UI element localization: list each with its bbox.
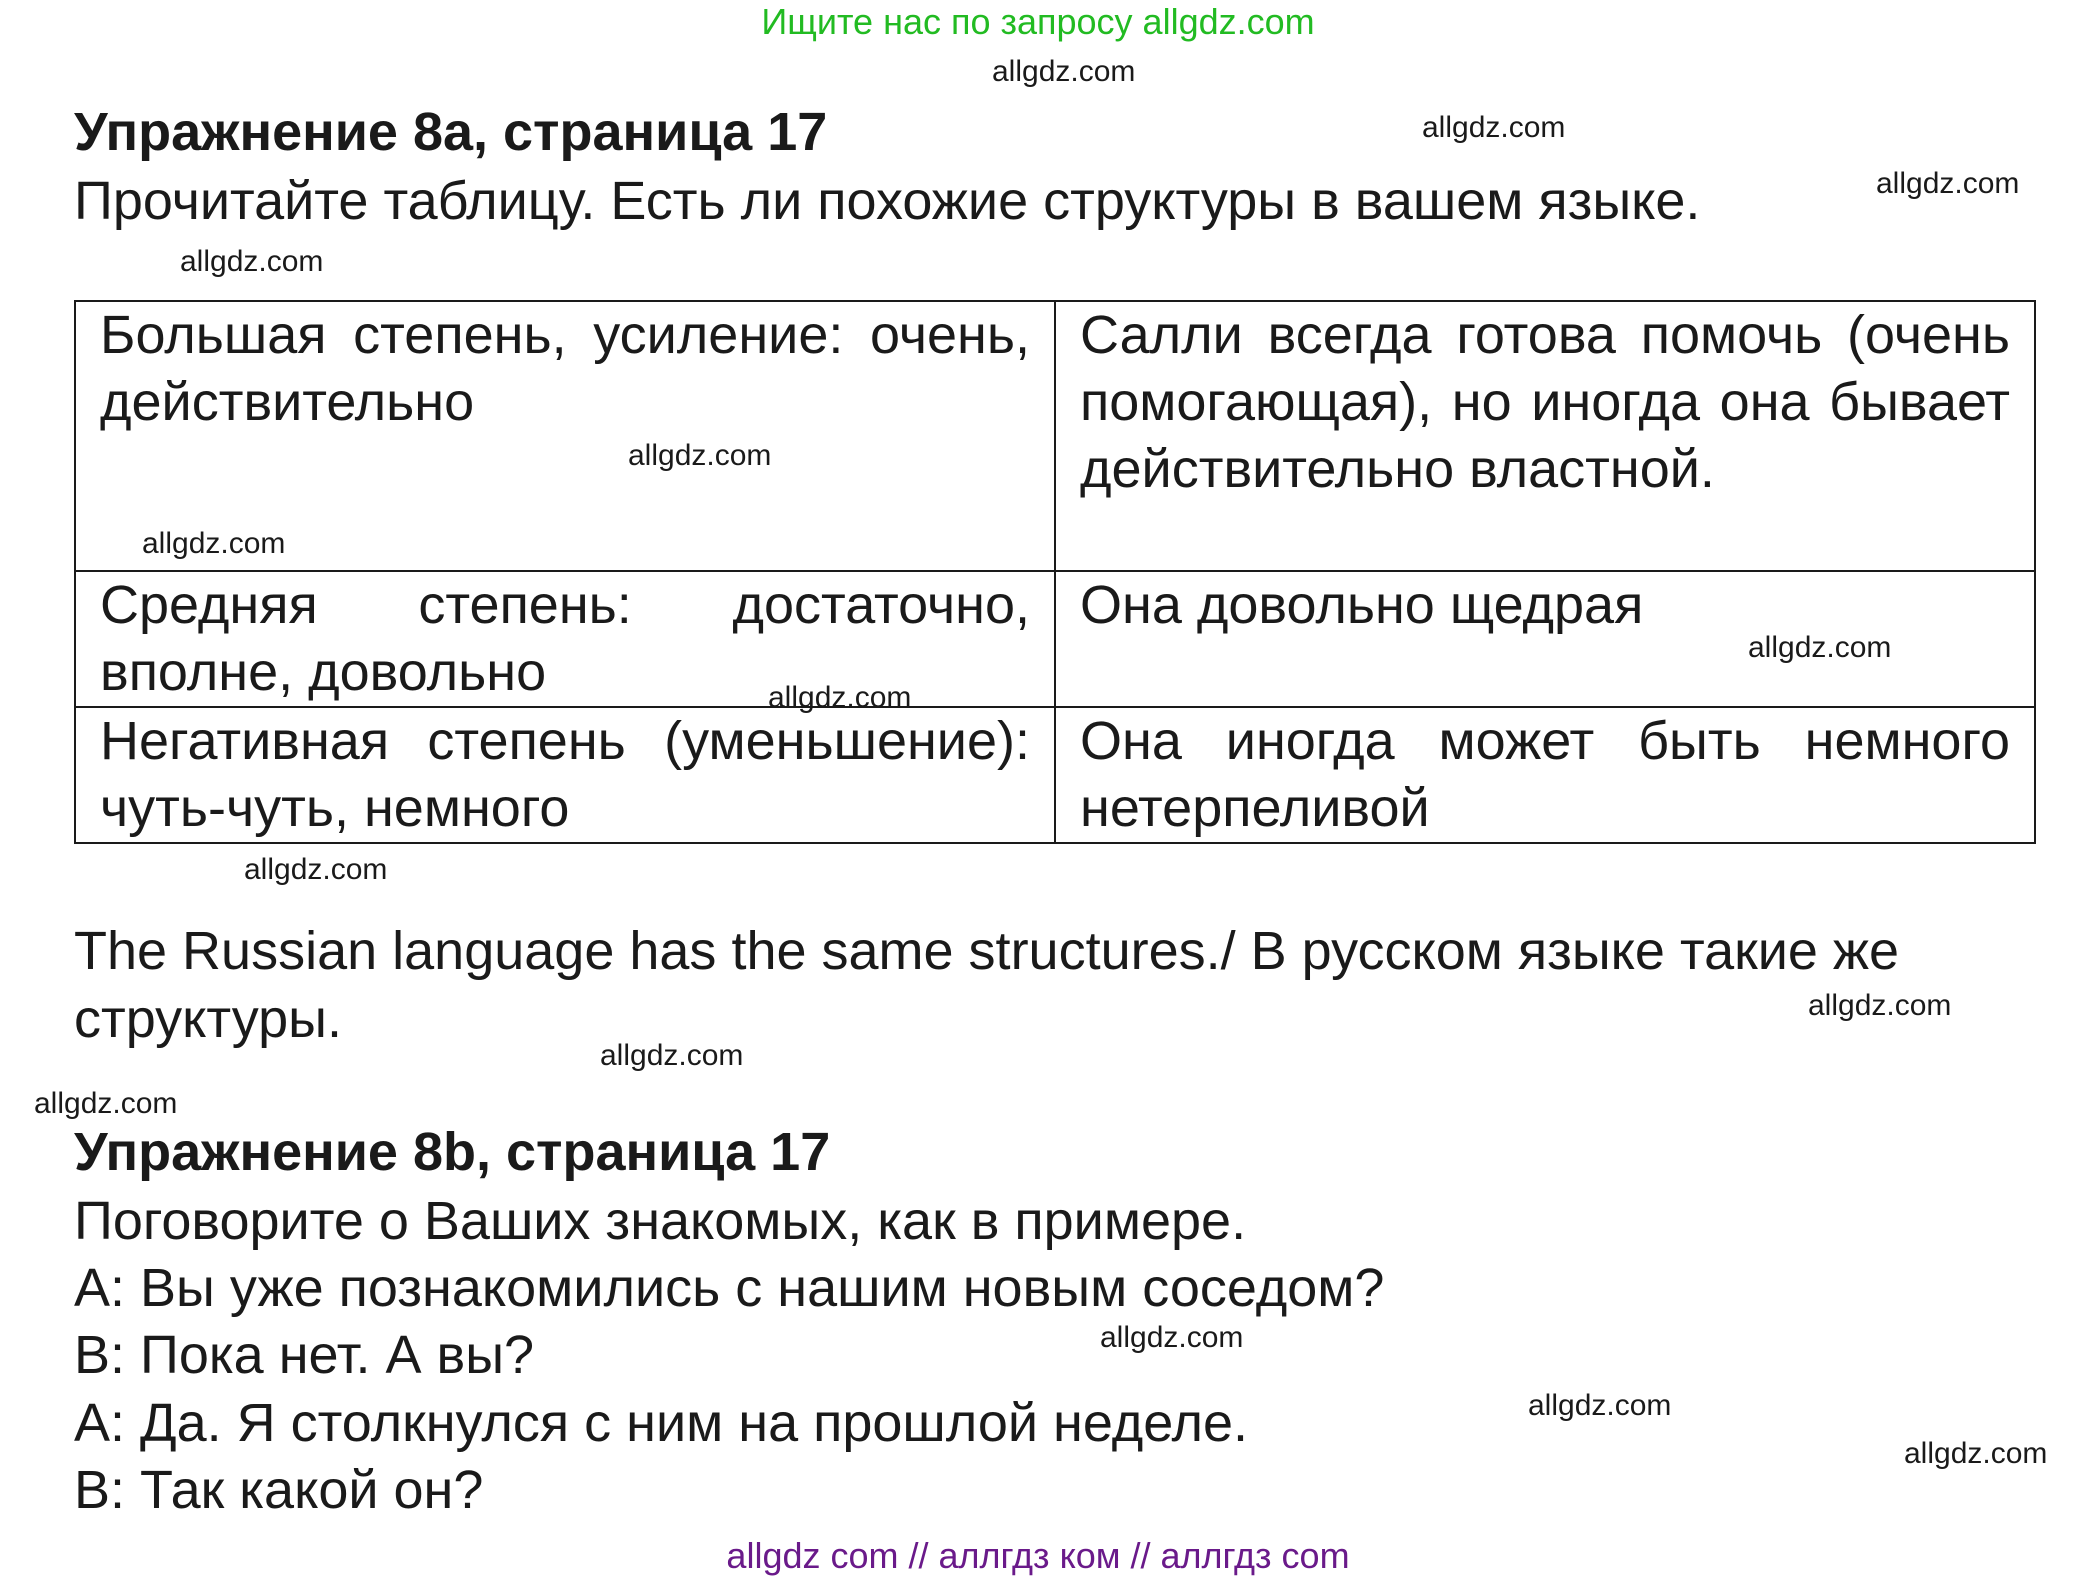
watermark: allgdz.com: [1100, 1321, 1244, 1354]
table-cell: Средняя степень: достаточно, вполне, довольно: [75, 571, 1055, 707]
watermark: allgdz.com: [180, 245, 324, 278]
top-banner: Ищите нас по запросу allgdz.com: [761, 1, 1315, 42]
dialog-line: B: Так какой он?: [74, 1460, 484, 1520]
watermark: allgdz.com: [34, 1087, 178, 1120]
watermark: allgdz.com: [600, 1039, 744, 1072]
footer-watermark: allgdz com // аллгдз ком // аллгдз com: [726, 1535, 1350, 1576]
table-cell: Она довольно щедрая: [1055, 571, 2035, 707]
dialog-line: B: Пока нет. А вы?: [74, 1325, 535, 1385]
watermark: allgdz.com: [1904, 1437, 2048, 1470]
structures-table: [74, 300, 2036, 844]
watermark: allgdz.com: [142, 527, 286, 560]
table-row: [75, 571, 2035, 707]
watermark: allgdz.com: [1528, 1389, 1672, 1422]
ex8a-answer-line: структуры.: [74, 989, 342, 1049]
table-row: [75, 301, 2035, 571]
watermark: allgdz.com: [1808, 989, 1952, 1022]
dialog-line: A: Вы уже познакомились с нашим новым соседом?: [74, 1258, 1385, 1318]
ex8a-answer-line: The Russian language has the same structures./ В русском языке такие же: [74, 921, 1900, 981]
watermark: allgdz.com: [244, 853, 388, 886]
ex8b-instruction: Поговорите о Ваших знакомых, как в примере.: [74, 1191, 1247, 1251]
table-cell: Большая степень, усиление: очень, действительно: [75, 301, 1055, 571]
table-cell: Негативная степень (уменьшение): чуть-чуть, немного: [75, 707, 1055, 843]
watermark: allgdz.com: [1748, 631, 1892, 664]
table-cell: Она иногда может быть немного нетерпеливой: [1055, 707, 2035, 843]
watermark: allgdz.com: [992, 55, 1136, 88]
table-cell: Салли всегда готова помочь (очень помогающая), но иногда она бывает действительно властной.: [1055, 301, 2035, 571]
watermark: allgdz.com: [628, 439, 772, 472]
table-row: [75, 707, 2035, 843]
ex8a-heading: Упражнение 8a, страница 17: [74, 102, 828, 162]
dialog-line: A: Да. Я столкнулся с ним на прошлой неделе.: [74, 1393, 1248, 1453]
watermark: allgdz.com: [1876, 167, 2020, 200]
watermark: allgdz.com: [1422, 111, 1566, 144]
ex8b-heading: Упражнение 8b, страница 17: [74, 1122, 831, 1182]
watermark: allgdz.com: [768, 681, 912, 714]
ex8a-instruction: Прочитайте таблицу. Есть ли похожие структуры в вашем языке.: [74, 171, 1701, 231]
